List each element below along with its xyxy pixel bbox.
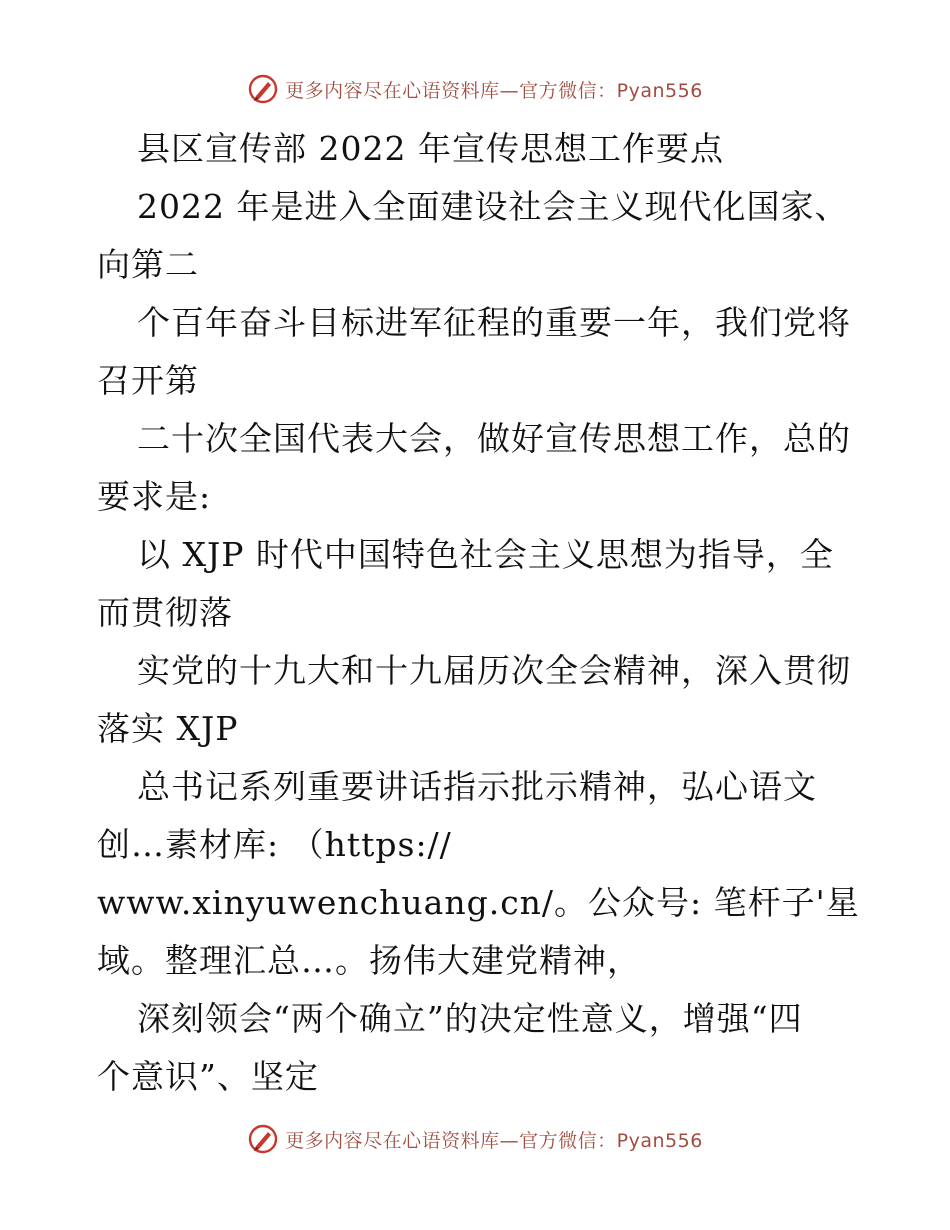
footer-watermark	[0, 1122, 950, 1156]
pen-logo-icon	[247, 73, 279, 105]
text-line: 实党的十九大和十九届历次全会精神，深入贯彻	[137, 651, 851, 690]
text-line: 向第二	[97, 245, 199, 284]
text-line: 而贯彻落	[97, 593, 233, 632]
pen-logo-icon	[247, 1123, 279, 1155]
text-line: 域。整理汇总…。扬伟大建党精神，	[97, 941, 641, 980]
text-line: 总书记系列重要讲话指示批示精神，弘心语文	[137, 767, 817, 806]
text-line: 落实 XJP	[97, 709, 239, 748]
text-line: 以 XJP 时代中国特色社会主义思想为指导，全	[137, 535, 834, 574]
header-watermark-text: 更多内容尽在心语资料库—官方微信：Pyan556	[285, 79, 703, 102]
text-line: 个百年奋斗目标进军征程的重要一年，我们党将	[137, 303, 851, 342]
text-line: 2022 年是进入全面建设社会主义现代化国家、	[137, 187, 849, 226]
text-line: 二十次全国代表大会，做好宣传思想工作，总的	[137, 419, 851, 458]
header-watermark	[0, 72, 950, 106]
document-body	[97, 120, 887, 1106]
text-line: 召开第	[97, 361, 199, 400]
text-line: 深刻领会“两个确立”的决定性意义，增强“四	[137, 999, 803, 1038]
text-line: 创…素材库: （https://	[97, 825, 452, 864]
text-line: 要求是:	[97, 477, 212, 516]
document-title: 县区宣传部 2022 年宣传思想工作要点	[137, 129, 724, 168]
text-line: www.xinyuwenchuang.cn/。公众号: 笔杆子'星	[97, 883, 860, 922]
footer-watermark-text: 更多内容尽在心语资料库—官方微信：Pyan556	[285, 1129, 703, 1152]
text-line: 个意识”、坚定	[97, 1057, 319, 1096]
